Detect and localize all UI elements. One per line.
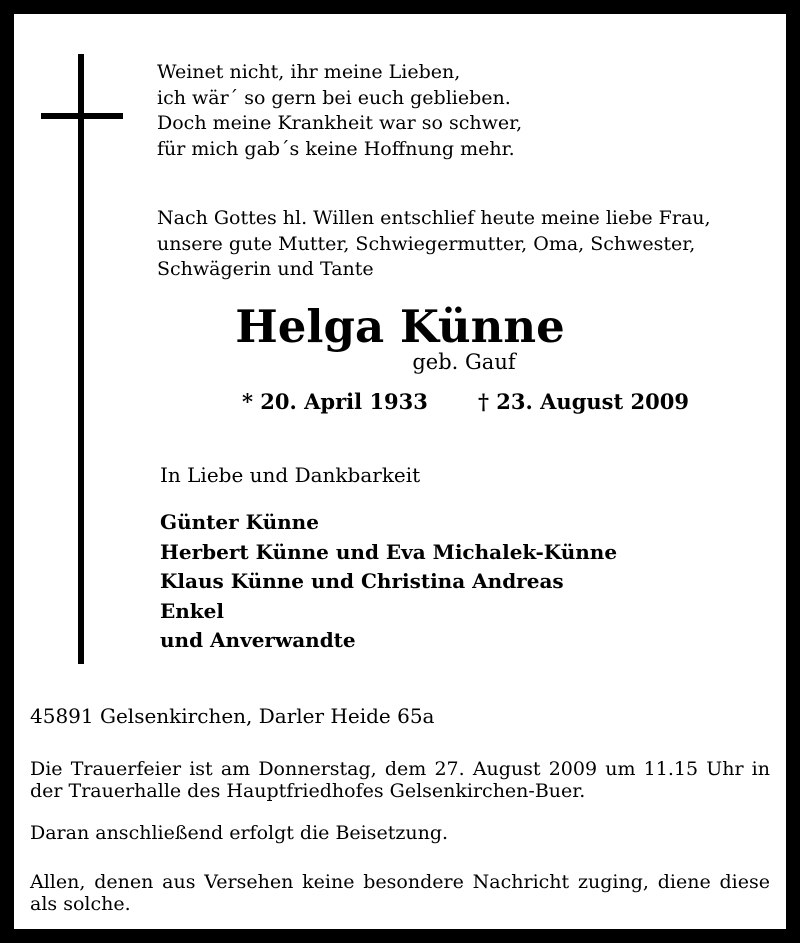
notification-notice: Allen, denen aus Versehen keine besondere Nachricht zuging, diene diese als solche. <box>30 871 770 915</box>
birth-date: * 20. April 1933 <box>242 389 428 414</box>
gratitude-line: In Liebe und Dankbarkeit <box>160 463 421 487</box>
mourners-list <box>160 508 617 656</box>
mourner-name: Klaus Künne und Christina Andreas <box>160 569 564 593</box>
mourner-name: und Anverwandte <box>160 628 356 652</box>
announcement-line: Schwägerin und Tante <box>157 258 374 280</box>
deceased-name: Helga Künne <box>235 300 565 353</box>
announcement-line: Nach Gottes hl. Willen entschlief heute meine liebe Frau, <box>157 207 711 229</box>
death-announcement <box>157 206 711 283</box>
poem <box>157 60 522 162</box>
maiden-name: geb. Gauf <box>412 350 516 374</box>
death-date: † 23. August 2009 <box>478 389 689 414</box>
poem-line: ich wär´ so gern bei euch geblieben. <box>157 86 511 109</box>
cross-horizontal-bar <box>41 113 123 119</box>
poem-line: für mich gab´s keine Hoffnung mehr. <box>157 137 515 160</box>
mourner-name: Günter Künne <box>160 510 319 534</box>
burial-info: Daran anschließend erfolgt die Beisetzung. <box>30 822 449 844</box>
family-address: 45891 Gelsenkirchen, Darler Heide 65a <box>30 704 435 728</box>
poem-line: Doch meine Krankheit war so schwer, <box>157 112 523 134</box>
poem-line: Weinet nicht, ihr meine Lieben, <box>157 61 461 83</box>
mourner-name: Herbert Künne und Eva Michalek-Künne <box>160 539 618 564</box>
mourner-name: Enkel <box>160 598 224 623</box>
funeral-ceremony-info: Die Trauerfeier ist am Donnerstag, dem 27. August 2009 um 11.15 Uhr in der Trauerhalle des Hauptfriedhofes Gelsenkirchen-Buer. <box>30 758 770 802</box>
announcement-line: unsere gute Mutter, Schwiegermutter, Oma, Schwester, <box>157 232 696 255</box>
